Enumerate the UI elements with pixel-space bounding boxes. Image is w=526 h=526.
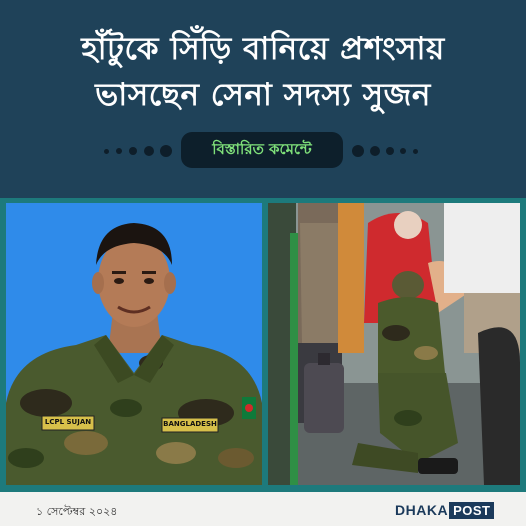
header-banner <box>0 0 526 198</box>
photo-frame <box>0 198 526 492</box>
decor-dot <box>116 148 122 154</box>
dhaka-post-logo <box>395 501 494 519</box>
headline-line-2: ভাসছেন সেনা সদস্য সুজন <box>95 77 431 113</box>
decor-dot <box>144 146 154 156</box>
decor-dot <box>129 147 137 155</box>
kneeling-soldier-photo <box>268 203 520 485</box>
decor-dot <box>413 149 418 154</box>
decor-dot <box>400 148 406 154</box>
logo-text-secondary: POST <box>449 502 494 519</box>
headline-line-1: হাঁটুকে সিঁড়ি বানিয়ে প্রশংসায় <box>81 31 445 67</box>
soldier-portrait-photo <box>6 203 262 485</box>
portrait-illustration <box>6 203 262 485</box>
footer-bar <box>0 492 526 526</box>
decor-dot <box>104 149 109 154</box>
decor-dot <box>386 147 394 155</box>
logo-text-primary: DHAKA <box>395 502 449 518</box>
details-in-comments-button[interactable]: বিস্তারিত কমেন্টে <box>181 132 343 168</box>
name-tape: LCPL SUJAN <box>44 418 92 426</box>
decor-dot <box>160 145 172 157</box>
headline <box>0 26 526 118</box>
boat-scene-illustration <box>268 203 520 485</box>
decor-dot <box>352 145 364 157</box>
publish-date: ১ সেপ্টেম্বর ২০২৪ <box>36 505 118 518</box>
country-tape: BANGLADESH <box>163 420 217 428</box>
decor-dot <box>370 146 380 156</box>
cta-row <box>0 132 526 170</box>
